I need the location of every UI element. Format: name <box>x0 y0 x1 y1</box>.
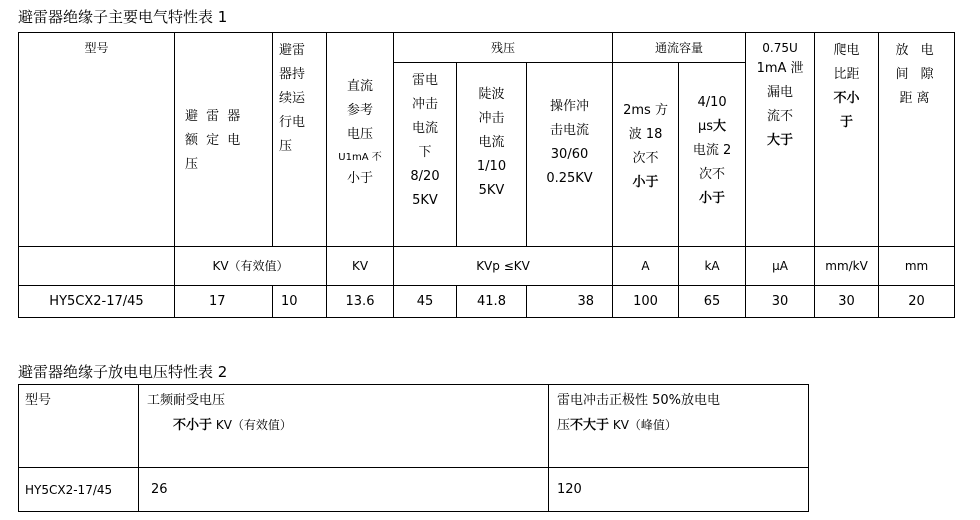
t2-cell-impulse: 120 <box>549 468 809 512</box>
cell-high-current: 65 <box>679 286 746 318</box>
table-row <box>19 468 809 512</box>
cell-creepage: 30 <box>815 286 879 318</box>
header-creepage-distance: 爬电 比距 不小 于 <box>815 33 879 247</box>
header-lightning-impulse: 雷电 冲击 电流 下 8/20 5KV <box>394 63 457 247</box>
header-square-wave: 2ms 方 波 18 次不 小于 <box>613 63 679 247</box>
unit-kvp: KVp ≤KV <box>394 247 613 286</box>
t2-cell-model: HY5CX2-17/45 <box>19 468 139 512</box>
cell-rated-voltage: 17 <box>175 286 273 318</box>
header-gap-distance: 放 电 间 隙 距离 <box>879 33 955 247</box>
table-row <box>19 286 955 318</box>
unit-blank <box>19 247 175 286</box>
cell-lightning-impulse: 45 <box>394 286 457 318</box>
header-leakage-current: 0.75U 1mA 泄 漏电 流不 大于 <box>746 33 815 247</box>
cell-gap-distance: 20 <box>879 286 955 318</box>
t2-header-impulse: 雷电冲击正极性 50%放电电 压不大于 KV（峰值） <box>549 385 809 468</box>
header-switching-impulse: 操作冲 击电流 30/60 0.25KV <box>527 63 613 247</box>
discharge-voltage-table <box>18 384 809 512</box>
cell-dc-reference: 13.6 <box>327 286 394 318</box>
unit-a: A <box>613 247 679 286</box>
cell-continuous-voltage: 10 <box>273 286 327 318</box>
cell-steep-wave: 41.8 <box>457 286 527 318</box>
unit-kv-rms: KV（有效值） <box>175 247 327 286</box>
header-high-current: 4/10 μs大 电流 2 次不 小于 <box>679 63 746 247</box>
header-flow-capacity: 通流容量 <box>613 33 746 63</box>
header-steep-wave: 陡波 冲击 电流 1/10 5KV <box>457 63 527 247</box>
table2-title: 避雷器绝缘子放电电压特性表 2 <box>18 363 228 381</box>
cell-switching-impulse: 38 <box>527 286 613 318</box>
header-residual-voltage: 残压 <box>394 33 613 63</box>
unit-mm-kv: mm/kV <box>815 247 879 286</box>
unit-mm: mm <box>879 247 955 286</box>
header-continuous-voltage: 避雷 器持 续运 行电 压 <box>273 33 327 247</box>
t2-cell-power-frequency: 26 <box>139 468 549 512</box>
header-dc-reference: 直流 参考 电压 U1mA 不 小于 <box>327 33 394 247</box>
unit-kv: KV <box>327 247 394 286</box>
cell-model: HY5CX2-17/45 <box>19 286 175 318</box>
t2-header-model: 型号 <box>19 385 139 468</box>
t2-header-power-frequency: 工频耐受电压 不小于 KV（有效值） <box>139 385 549 468</box>
unit-ka: kA <box>679 247 746 286</box>
header-rated-voltage: 避 雷 器 额 定 电 压 <box>175 33 273 247</box>
electrical-characteristics-table <box>18 32 955 318</box>
cell-square-wave: 100 <box>613 286 679 318</box>
table1-title: 避雷器绝缘子主要电气特性表 1 <box>18 8 228 26</box>
cell-leakage: 30 <box>746 286 815 318</box>
unit-ua: μA <box>746 247 815 286</box>
header-model: 型号 <box>19 33 175 247</box>
